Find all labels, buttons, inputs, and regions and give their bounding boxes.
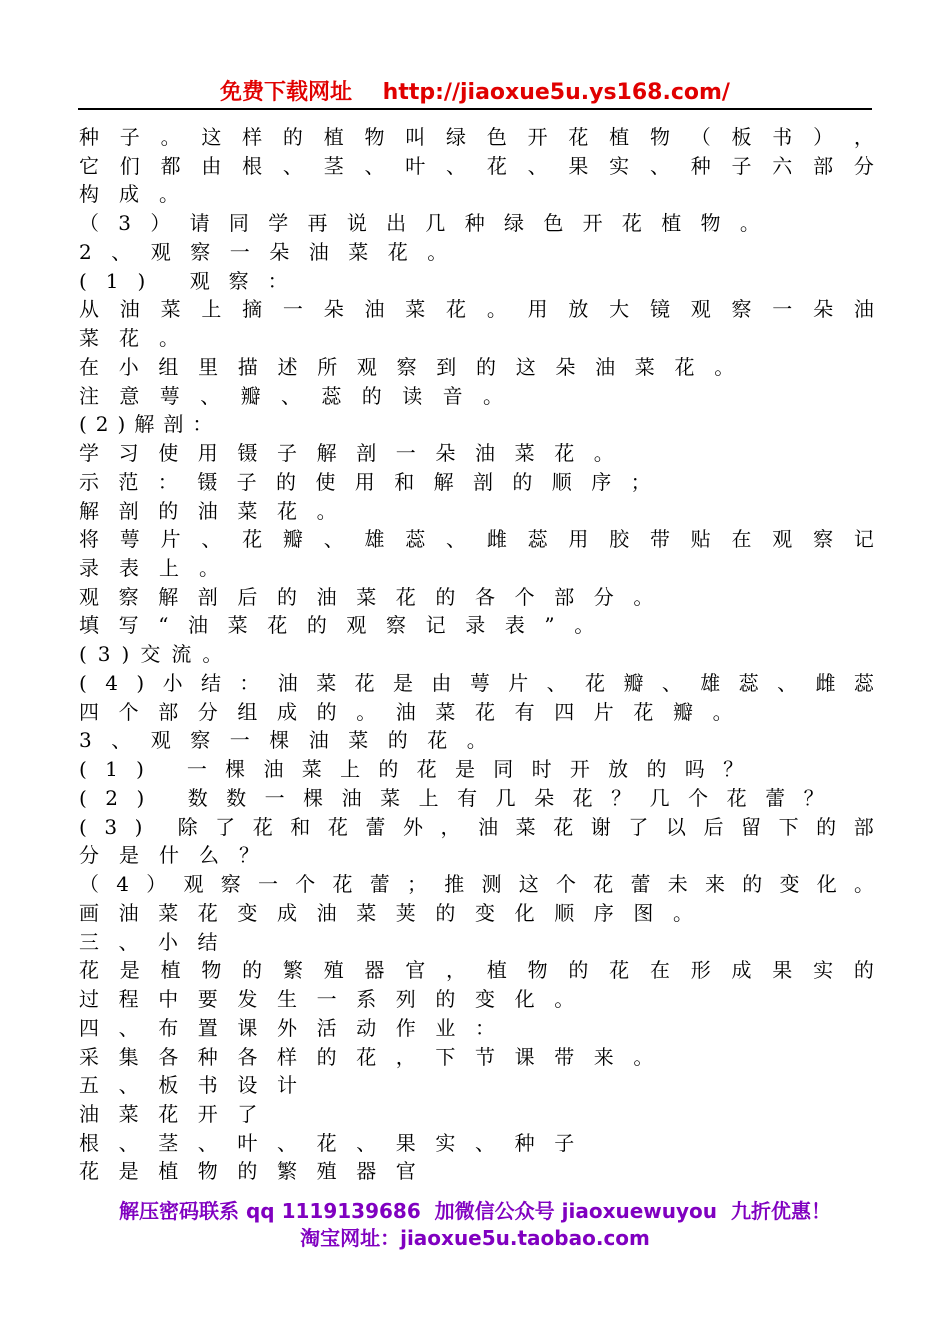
text-char: 雌 [815,670,836,695]
footer-shop-link[interactable]: 淘宝网址：jiaoxue5u.taobao.com [300,1226,650,1250]
text-line: 采集各种各样的花，下节课带来。 [79,1044,673,1069]
text-char: 植 [609,125,630,149]
text-char: 菜 [160,297,181,322]
text-char: 茎 [323,153,344,178]
text-char: 实 [813,958,834,983]
text-char: 子 [731,153,752,178]
text-char: 叶 [405,153,426,178]
text-char: 贴 [690,527,711,552]
text-char: 花 [354,670,375,695]
text-char: 油 [119,297,140,322]
text-char: 油 [478,814,499,839]
text-line: 3、观察一棵油菜的花。 [79,728,507,753]
text-char: 留 [741,814,762,839]
text-char: 了 [628,814,649,839]
text-char: 花 [446,297,467,322]
text-char: 察 [220,872,241,897]
text-char: 个 [555,872,576,897]
text-line: 画油菜花变成油菜荚的变化顺序图。 [79,900,713,925]
text-char: 绿 [446,125,467,149]
text-char: 繁 [282,958,303,983]
text-char: 、 [323,527,344,552]
text-char: 的 [568,958,589,983]
text-char: 由 [431,670,452,695]
text-line: 三、小结 [79,929,237,954]
text-char: 这 [201,125,222,149]
text-char: 物 [527,958,548,983]
text-char: 上 [201,297,222,322]
text-char: 结 [200,670,221,695]
text-char: 用 [568,527,589,552]
text-char: 花 [585,670,606,695]
text-char: 花 [79,958,99,983]
text-line: 油菜花开了 [79,1101,277,1126]
text-line: 填写“油菜花的观察记录表”。 [79,613,614,638]
text-char: 蕾 [369,872,390,897]
text-line: （3）请同学再说出几种绿色开花植物。 [79,211,780,236]
text-char: 官 [405,958,426,983]
text-char: 花 [609,958,630,983]
text-char: 外 [402,814,423,839]
text-char: 雄 [700,670,721,695]
text-line: 解剖的油菜花。 [79,498,357,523]
header-divider [78,108,872,110]
text-char: 菜 [515,814,536,839]
text-line [79,956,874,985]
text-char: 菜 [405,297,426,322]
text-char: 、 [282,153,303,178]
text-char: 一 [282,297,303,322]
text-char: 花 [486,153,507,178]
text-char: 花 [553,814,574,839]
text-char: 镜 [649,297,670,322]
text-char: 观 [690,297,711,322]
text-char: 物 [201,958,222,983]
text-char: 花 [332,872,353,897]
text-char: 叫 [405,125,426,149]
text-char: 、 [661,670,682,695]
text-char: 色 [486,125,507,149]
text-char: 瓣 [623,670,644,695]
text-char: 察 [731,297,752,322]
text-char: ） [146,872,167,897]
text-char: 书 [772,125,793,149]
text-char: 花 [242,527,263,552]
text-char: 蕊 [853,670,874,695]
text-line: 根、茎、叶、花、果实、种子 [79,1130,594,1155]
text-line [79,123,874,152]
text-line: 学习使用镊子解剖一朵油菜花。 [79,441,634,466]
text-char: ） [813,125,834,149]
text-char: 实 [609,153,630,178]
text-line: 花是植物的繁殖器官 [79,1159,436,1184]
text-char: 板 [731,125,752,149]
text-char: 、 [649,153,670,178]
text-char: 片 [508,670,529,695]
text-char: 植 [486,958,507,983]
text-char: 、 [446,527,467,552]
text-char: 、 [446,153,467,178]
text-char: 用 [527,297,548,322]
text-char: 的 [742,872,763,897]
text-char: 形 [690,958,711,983]
text-char: 植 [160,958,181,983]
text-char: 器 [364,958,385,983]
text-line: (1) 观察： [79,268,307,293]
text-char: 殖 [323,958,344,983]
header-url-link[interactable]: http://jiaoxue5u.ys168.com/ [382,80,730,105]
text-char: 从 [79,297,99,322]
text-char: 雄 [364,527,385,552]
header-label: 免费下载网址 [220,80,353,105]
text-char: ( [79,670,87,695]
text-char: 片 [160,527,181,552]
text-char: 。 [160,125,181,149]
text-line [79,152,874,181]
text-char: 萼 [119,527,140,552]
header-banner [0,78,950,108]
text-char: 小 [162,670,183,695]
text-char: 4 [105,670,118,695]
text-char: 这 [518,872,539,897]
text-char: 蕾 [365,814,386,839]
text-char: 瓣 [282,527,303,552]
text-char: 化 [816,872,837,897]
text-char: 放 [568,297,589,322]
text-line: (3)交流。 [79,642,234,667]
text-char: 在 [731,527,752,552]
text-char: 分 [853,153,874,178]
text-char: 种 [690,153,711,178]
text-char: （ [690,125,711,149]
text-line: 2、观察一朵油菜花。 [79,239,467,264]
text-char: 萼 [469,670,490,695]
text-char: 朵 [323,297,344,322]
text-char: 、 [527,153,548,178]
text-char: 一 [257,872,278,897]
footer-contact: 解压密码联系 qq 1119139686 加微信公众号 jiaoxuewuyou 九折优惠！ [119,1199,831,1223]
text-char: 开 [527,125,548,149]
text-char: 4 [116,872,129,897]
text-line: 菜花。 [79,326,199,351]
text-char: 和 [290,814,311,839]
text-char: 花 [252,814,273,839]
text-char: 大 [609,297,630,322]
text-char: 一 [772,297,793,322]
text-char: ： [239,670,260,695]
text-char: ) [134,814,143,839]
text-char: 在 [649,958,670,983]
text-char: 是 [119,958,140,983]
text-line [79,669,874,698]
text-char: 后 [703,814,724,839]
text-line: 示范：镊子的使用和解剖的顺序； [79,469,670,494]
text-char: 摘 [242,297,263,322]
text-char: 花 [327,814,348,839]
text-char: ) [136,670,145,695]
text-line: 观察解剖后的油菜花的各个部分。 [79,584,673,609]
text-char: 的 [853,958,874,983]
text-char: 个 [295,872,316,897]
text-char: 种 [79,125,99,149]
text-char: 朵 [813,297,834,322]
text-char: 、 [201,527,222,552]
text-char: 部 [813,153,834,178]
text-line: 分是什么？ [79,843,279,868]
text-line: 注意萼、瓣、蕊的读音。 [79,383,524,408]
text-line: (1) 一棵油菜上的花是同时开放的吗？ [79,757,762,782]
text-char: ， [853,125,874,149]
text-char: 记 [853,527,874,552]
text-line: 四个部分组成的。油菜花有四片花瓣。 [79,699,753,724]
text-char: 观 [772,527,793,552]
text-line [79,870,874,899]
text-char: 、 [777,670,798,695]
text-line [79,525,874,554]
text-char: 们 [119,153,140,178]
text-char: 将 [79,527,99,552]
text-line: 构成。 [79,182,199,207]
text-line: (2)解剖： [79,412,222,437]
text-char: 它 [79,153,99,178]
text-char: 蕊 [405,527,426,552]
text-char: 果 [568,153,589,178]
text-char: 植 [323,125,344,149]
text-char: 了 [215,814,236,839]
text-line [79,813,874,842]
text-char: 雌 [486,527,507,552]
text-char: ( [79,814,87,839]
text-char: 观 [183,872,204,897]
text-char: 未 [667,872,688,897]
text-line [79,295,874,324]
text-char: 花 [593,872,614,897]
text-char: 。 [853,872,874,897]
text-char: 测 [481,872,502,897]
text-char: 的 [816,814,837,839]
text-char: 的 [282,125,303,149]
text-char: 六 [772,153,793,178]
text-char: 物 [364,125,385,149]
text-line: 在小组里描述所观察到的这朵油菜花。 [79,354,754,379]
text-char: 、 [364,153,385,178]
text-char: 变 [779,872,800,897]
text-line: 五、板书设计 [79,1073,317,1098]
text-char: 样 [242,125,263,149]
text-char: 。 [486,297,507,322]
text-char: 胶 [609,527,630,552]
text-char: 部 [853,814,874,839]
text-char: 根 [242,153,263,178]
text-char: 是 [393,670,414,695]
text-char: ； [406,872,427,897]
text-char: 油 [364,297,385,322]
text-char: 油 [277,670,298,695]
text-char: 都 [160,153,181,178]
text-char: ， [440,814,461,839]
text-char: 蕊 [527,527,548,552]
text-line: 四、布置课外活动作业： [79,1015,515,1040]
text-line: 录表上。 [79,556,239,581]
text-char: 3 [104,814,118,839]
text-line: (2) 数数一棵油菜上有几朵花？几个花蕾？ [79,785,843,810]
text-char: 物 [649,125,670,149]
text-char: 油 [853,297,874,322]
text-char: （ [79,872,99,897]
text-char: 的 [242,958,263,983]
document-body [79,123,874,1186]
text-char: 果 [772,958,793,983]
text-char: 谢 [590,814,611,839]
text-char: 察 [813,527,834,552]
text-char: 成 [731,958,752,983]
text-char: 带 [649,527,670,552]
text-char: 菜 [316,670,337,695]
text-line: 过程中要发生一系列的变化。 [79,987,594,1012]
text-char: 由 [201,153,222,178]
text-char: 除 [177,814,198,839]
text-char: 子 [119,125,140,149]
text-char: 下 [778,814,799,839]
text-char: 蕊 [738,670,759,695]
text-char: 蕾 [630,872,651,897]
text-char: 花 [568,125,589,149]
text-char: ， [446,958,467,983]
text-char: 、 [546,670,567,695]
text-char: 以 [665,814,686,839]
text-char: 推 [444,872,465,897]
text-char: 来 [704,872,725,897]
